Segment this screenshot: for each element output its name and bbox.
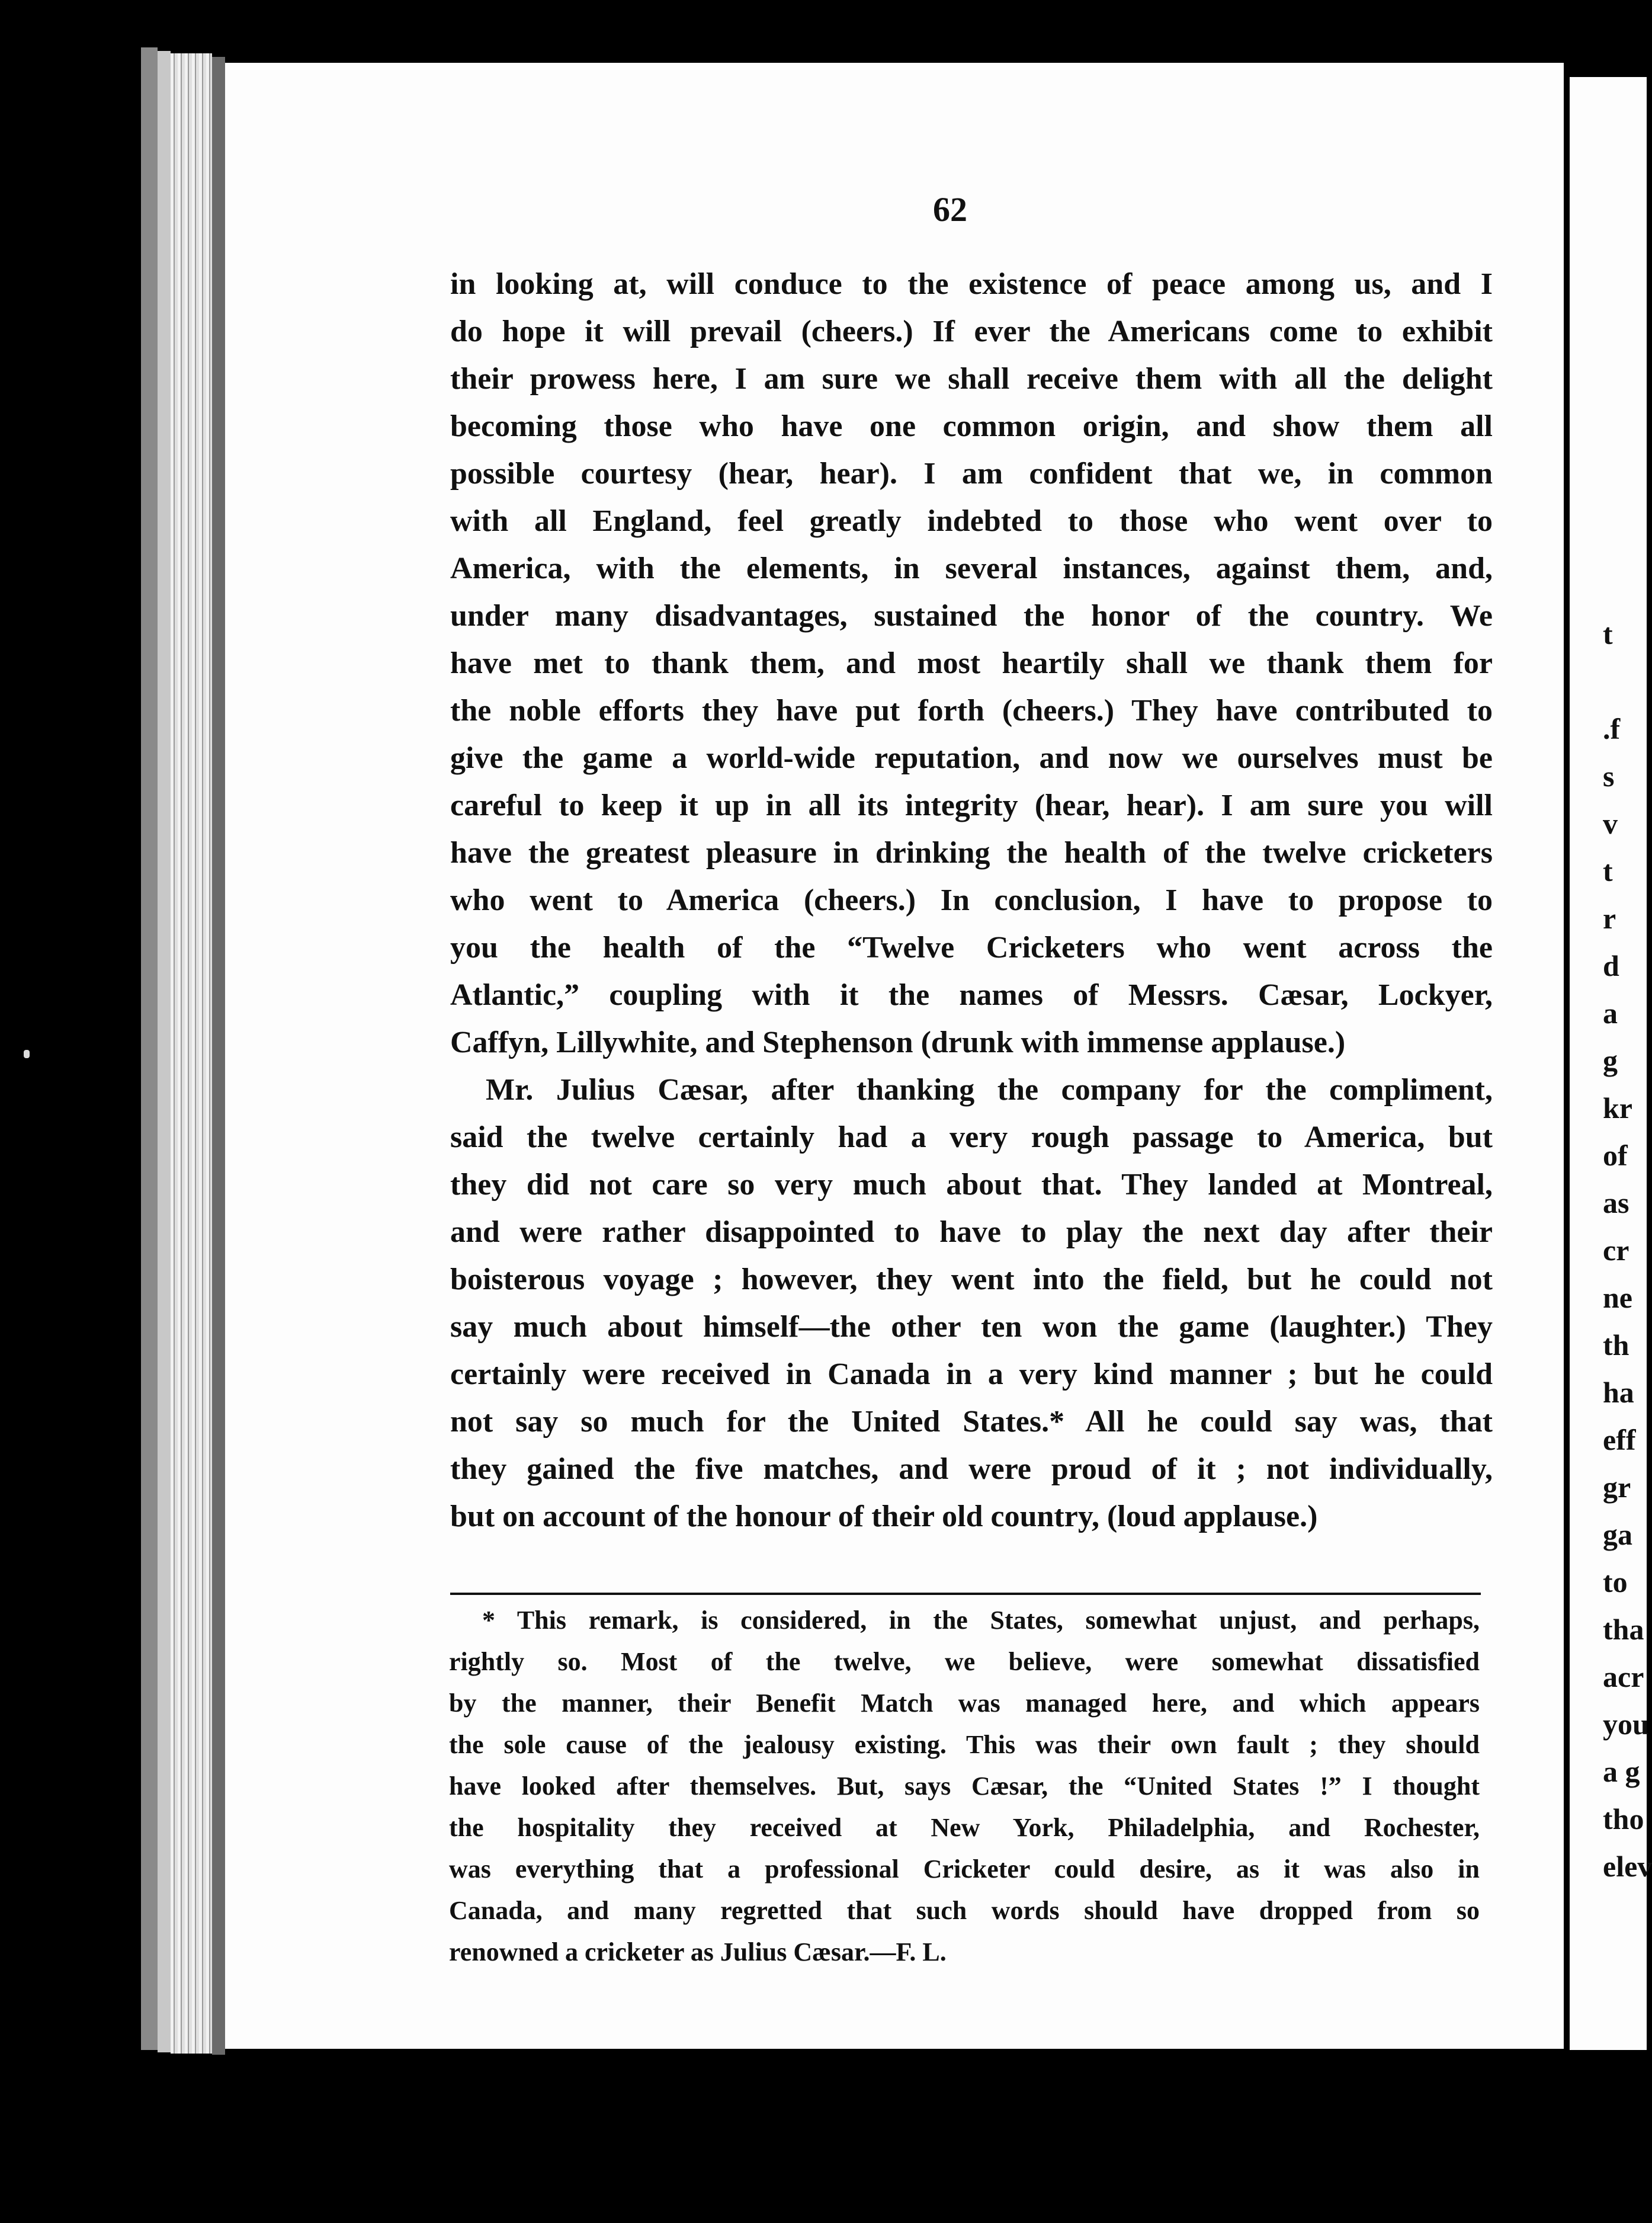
margin-fragment: tho <box>1603 1802 1644 1836</box>
footnote-rule <box>450 1593 1481 1595</box>
book-edge-dark <box>141 47 158 2050</box>
margin-fragment: r <box>1603 902 1616 935</box>
text-line: the noble efforts they have put forth (cheers.) They have contributed to <box>450 694 1493 728</box>
margin-fragment: tha <box>1603 1613 1644 1646</box>
margin-fragment: to <box>1603 1565 1628 1599</box>
margin-fragment: s <box>1603 760 1615 793</box>
body-text <box>450 261 1493 1540</box>
text-line: not say so much for the United States.* All he could say was, that <box>450 1405 1493 1439</box>
margin-fragment: eff <box>1603 1423 1636 1456</box>
page-number: 62 <box>933 190 967 229</box>
text-line: with all England, feel greatly indebted to those who went over to <box>450 504 1493 538</box>
margin-fragment: a <box>1603 997 1618 1030</box>
margin-fragment: d <box>1603 949 1619 982</box>
margin-fragment: .f <box>1603 712 1621 745</box>
margin-fragment: you <box>1603 1708 1649 1741</box>
margin-fragment: th <box>1603 1328 1629 1362</box>
margin-fragment: acr <box>1603 1660 1644 1693</box>
text-line: you the health of the “Twelve Cricketers who went across the <box>450 931 1493 965</box>
margin-fragment: ha <box>1603 1376 1634 1409</box>
margin-fragment: g <box>1603 1044 1618 1077</box>
text-line: Atlantic,” coupling with it the names of Messrs. Cæsar, Lockyer, <box>450 978 1493 1012</box>
footnote-line: the hospitality they received at New York, Philadelphia, and Rochester, <box>449 1813 1480 1842</box>
text-line: careful to keep it up in all its integrity (hear, hear). I am sure you will <box>450 789 1493 822</box>
footnote-line: Canada, and many regretted that such words should have dropped from so <box>449 1896 1480 1925</box>
text-line: America, with the elements, in several instances, against them, and, <box>450 552 1493 585</box>
text-line: give the game a world-wide reputation, and now we ourselves must be <box>450 741 1493 775</box>
adjacent-page-text <box>1603 610 1652 1890</box>
footnote-line: * This remark, is considered, in the States, somewhat unjust, and perhaps, <box>482 1606 1480 1635</box>
scan-speck <box>24 1050 30 1058</box>
text-line: boisterous voyage ; however, they went into the field, but he could not <box>450 1263 1493 1296</box>
text-line: becoming those who have one common origin, and show them all <box>450 409 1493 443</box>
margin-fragment: t <box>1603 854 1613 888</box>
text-line: who went to America (cheers.) In conclusion, I have to propose to <box>450 883 1493 917</box>
page-stack-edges <box>171 53 212 2054</box>
text-line: their prowess here, I am sure we shall receive them with all the delight <box>450 362 1493 396</box>
footnote-line: rightly so. Most of the twelve, we believe, were somewhat dissatisfied <box>449 1647 1480 1676</box>
footnote-line: renowned a cricketer as Julius Cæsar.—F. L. <box>449 1937 947 1966</box>
margin-fragment: gr <box>1603 1471 1631 1504</box>
footnote-line: have looked after themselves. But, says Cæsar, the “United States !” I thought <box>449 1772 1480 1801</box>
text-line: have the greatest pleasure in drinking the health of the twelve cricketers <box>450 836 1493 870</box>
text-line: say much about himself—the other ten won the game (laughter.) They <box>450 1310 1493 1344</box>
footnote-line: was everything that a professional Cricketer could desire, as it was also in <box>449 1854 1480 1884</box>
text-line: Mr. Julius Cæsar, after thanking the company for the compliment, <box>486 1073 1493 1107</box>
margin-fragment: ne <box>1603 1281 1632 1314</box>
text-line: do hope it will prevail (cheers.) If ever the Americans come to exhibit <box>450 315 1493 348</box>
margin-fragment: as <box>1603 1186 1629 1219</box>
text-line: have met to thank them, and most heartily shall we thank them for <box>450 646 1493 680</box>
book-edge-light <box>158 51 171 2052</box>
text-line: in looking at, will conduce to the existence of peace among us, and I <box>450 267 1493 301</box>
text-line: certainly were received in Canada in a very kind manner ; but he could <box>450 1357 1493 1391</box>
book-gutter <box>212 57 225 2055</box>
margin-fragment: kr <box>1603 1091 1632 1125</box>
margin-fragment: cr <box>1603 1234 1629 1267</box>
margin-fragment: t <box>1603 617 1613 651</box>
text-line: they gained the five matches, and were proud of it ; not individually, <box>450 1452 1493 1486</box>
footnote <box>449 1600 1480 1973</box>
margin-fragment: ga <box>1603 1518 1632 1551</box>
footnote-line: by the manner, their Benefit Match was managed here, and which appears <box>449 1689 1480 1718</box>
text-line: possible courtesy (hear, hear). I am confident that we, in common <box>450 457 1493 491</box>
margin-fragment: of <box>1603 1139 1628 1172</box>
text-line: and were rather disappointed to have to play the next day after their <box>450 1215 1493 1249</box>
margin-fragment: a g <box>1603 1755 1640 1788</box>
text-line: under many disadvantages, sustained the honor of the country. We <box>450 599 1493 633</box>
text-line: Caffyn, Lillywhite, and Stephenson (drunk with immense applause.) <box>450 1026 1346 1059</box>
margin-fragment: elev <box>1603 1850 1652 1883</box>
margin-fragment <box>1603 658 1647 705</box>
text-line: said the twelve certainly had a very rough passage to America, but <box>450 1120 1493 1154</box>
text-line: they did not care so very much about that. They landed at Montreal, <box>450 1168 1493 1202</box>
footnote-line: the sole cause of the jealousy existing. This was their own fault ; they should <box>449 1730 1480 1759</box>
text-line: but on account of the honour of their old country, (loud applause.) <box>450 1500 1318 1533</box>
margin-fragment: v <box>1603 807 1618 840</box>
